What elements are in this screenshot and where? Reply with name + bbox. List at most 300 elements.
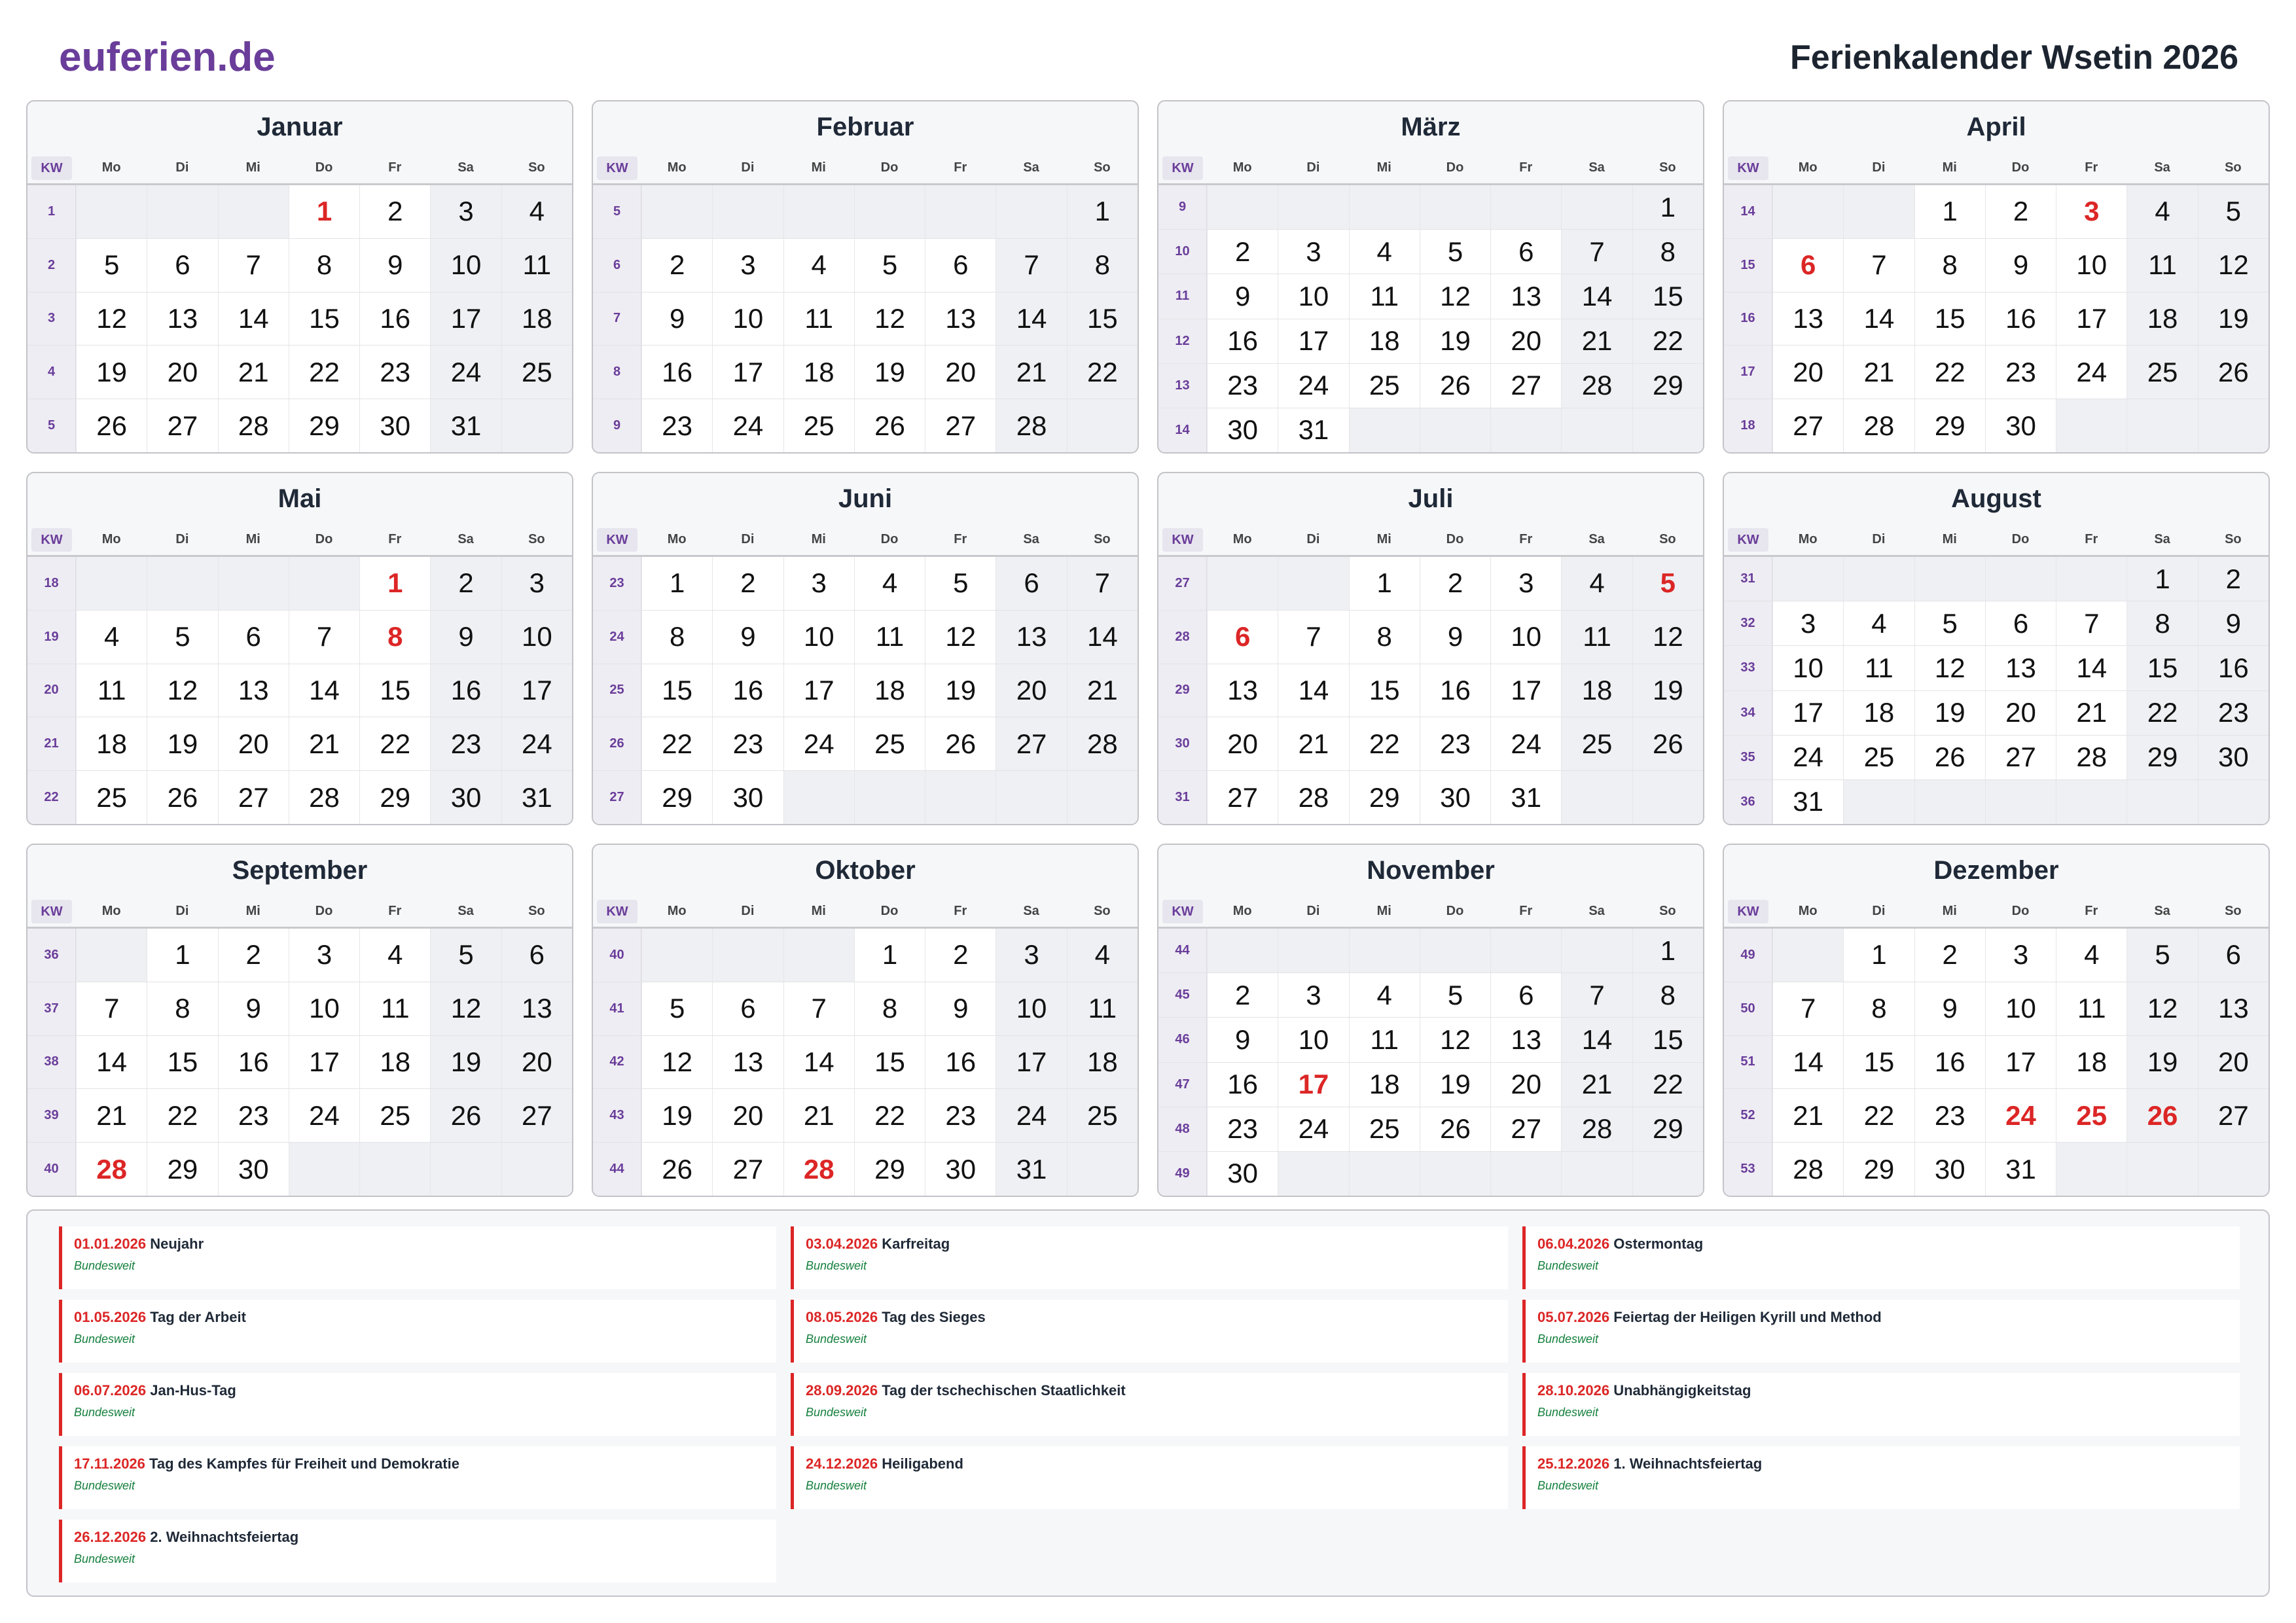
day-cell[interactable]: 3 (1278, 230, 1348, 274)
day-cell[interactable]: 16 (925, 1036, 996, 1089)
day-cell[interactable]: 26 (854, 399, 925, 452)
day-cell[interactable]: 4 (501, 185, 572, 238)
day-cell[interactable]: 25 (501, 346, 572, 399)
day-cell[interactable]: 11 (854, 611, 925, 664)
day-cell[interactable]: 14 (289, 664, 359, 717)
day-cell[interactable]: 2 (1207, 973, 1278, 1017)
day-cell[interactable]: 8 (854, 982, 925, 1035)
day-cell[interactable]: 22 (2126, 691, 2197, 735)
day-cell[interactable]: 24 (712, 399, 783, 452)
day-cell[interactable]: 13 (2198, 982, 2269, 1035)
day-cell[interactable]: 15 (289, 293, 359, 346)
holiday-day-cell[interactable]: 6 (1207, 611, 1278, 664)
day-cell[interactable]: 25 (854, 717, 925, 770)
day-cell[interactable]: 2 (1207, 230, 1278, 274)
day-cell[interactable]: 7 (1843, 239, 1914, 292)
day-cell[interactable]: 9 (1914, 982, 1985, 1035)
day-cell[interactable]: 1 (1349, 557, 1420, 610)
day-cell[interactable]: 8 (641, 611, 712, 664)
day-cell[interactable]: 10 (1985, 982, 2056, 1035)
day-cell[interactable]: 13 (218, 664, 289, 717)
day-cell[interactable]: 7 (1561, 973, 1632, 1017)
day-cell[interactable]: 11 (783, 293, 854, 346)
day-cell[interactable]: 22 (1843, 1089, 1914, 1142)
day-cell[interactable]: 31 (501, 771, 572, 824)
day-cell[interactable]: 11 (501, 239, 572, 292)
day-cell[interactable]: 20 (501, 1036, 572, 1089)
day-cell[interactable]: 9 (712, 611, 783, 664)
day-cell[interactable]: 21 (289, 717, 359, 770)
day-cell[interactable]: 19 (1420, 1063, 1490, 1107)
day-cell[interactable]: 5 (1420, 230, 1490, 274)
day-cell[interactable]: 22 (1067, 346, 1138, 399)
day-cell[interactable]: 26 (2198, 346, 2269, 399)
day-cell[interactable]: 30 (712, 771, 783, 824)
day-cell[interactable]: 1 (1843, 929, 1914, 982)
day-cell[interactable]: 15 (1843, 1036, 1914, 1089)
day-cell[interactable]: 6 (2198, 929, 2269, 982)
day-cell[interactable]: 24 (501, 717, 572, 770)
day-cell[interactable]: 28 (1843, 399, 1914, 452)
day-cell[interactable]: 1 (641, 557, 712, 610)
day-cell[interactable]: 14 (1772, 1036, 1843, 1089)
day-cell[interactable]: 29 (1632, 1107, 1703, 1151)
day-cell[interactable]: 25 (783, 399, 854, 452)
day-cell[interactable]: 16 (359, 293, 430, 346)
day-cell[interactable]: 14 (1561, 1018, 1632, 1061)
day-cell[interactable]: 5 (2126, 929, 2197, 982)
day-cell[interactable]: 9 (925, 982, 996, 1035)
day-cell[interactable]: 3 (1985, 929, 2056, 982)
day-cell[interactable]: 9 (430, 611, 501, 664)
day-cell[interactable]: 21 (783, 1089, 854, 1142)
day-cell[interactable]: 16 (1207, 319, 1278, 363)
day-cell[interactable]: 6 (1490, 230, 1561, 274)
day-cell[interactable]: 8 (147, 982, 217, 1035)
day-cell[interactable]: 19 (1420, 319, 1490, 363)
day-cell[interactable]: 4 (76, 611, 147, 664)
day-cell[interactable]: 27 (1490, 364, 1561, 408)
day-cell[interactable]: 16 (2198, 646, 2269, 690)
day-cell[interactable]: 6 (996, 557, 1066, 610)
day-cell[interactable]: 19 (1632, 664, 1703, 717)
holiday-day-cell[interactable]: 28 (783, 1143, 854, 1196)
day-cell[interactable]: 10 (996, 982, 1066, 1035)
day-cell[interactable]: 17 (996, 1036, 1066, 1089)
day-cell[interactable]: 21 (76, 1089, 147, 1142)
day-cell[interactable]: 1 (1632, 929, 1703, 972)
day-cell[interactable]: 28 (1067, 717, 1138, 770)
day-cell[interactable]: 6 (1985, 601, 2056, 645)
day-cell[interactable]: 9 (1207, 1018, 1278, 1061)
day-cell[interactable]: 23 (430, 717, 501, 770)
day-cell[interactable]: 4 (1843, 601, 1914, 645)
day-cell[interactable]: 15 (359, 664, 430, 717)
day-cell[interactable]: 13 (1490, 274, 1561, 318)
day-cell[interactable]: 26 (641, 1143, 712, 1196)
day-cell[interactable]: 15 (1632, 1018, 1703, 1061)
day-cell[interactable]: 16 (1985, 293, 2056, 346)
day-cell[interactable]: 29 (1914, 399, 1985, 452)
day-cell[interactable]: 28 (289, 771, 359, 824)
day-cell[interactable]: 11 (1349, 1018, 1420, 1061)
day-cell[interactable]: 8 (1914, 239, 1985, 292)
day-cell[interactable]: 22 (1914, 346, 1985, 399)
day-cell[interactable]: 20 (1490, 1063, 1561, 1107)
day-cell[interactable]: 2 (1420, 557, 1490, 610)
day-cell[interactable]: 7 (1067, 557, 1138, 610)
day-cell[interactable]: 10 (289, 982, 359, 1035)
day-cell[interactable]: 19 (2126, 1036, 2197, 1089)
day-cell[interactable]: 17 (2056, 293, 2126, 346)
holiday-day-cell[interactable]: 6 (1772, 239, 1843, 292)
day-cell[interactable]: 19 (2198, 293, 2269, 346)
day-cell[interactable]: 12 (147, 664, 217, 717)
day-cell[interactable]: 17 (1772, 691, 1843, 735)
day-cell[interactable]: 15 (147, 1036, 217, 1089)
day-cell[interactable]: 7 (76, 982, 147, 1035)
day-cell[interactable]: 11 (76, 664, 147, 717)
day-cell[interactable]: 27 (501, 1089, 572, 1142)
day-cell[interactable]: 16 (1207, 1063, 1278, 1107)
day-cell[interactable]: 17 (1278, 319, 1348, 363)
day-cell[interactable]: 12 (1632, 611, 1703, 664)
day-cell[interactable]: 17 (1490, 664, 1561, 717)
day-cell[interactable]: 7 (1772, 982, 1843, 1035)
day-cell[interactable]: 27 (712, 1143, 783, 1196)
day-cell[interactable]: 8 (1843, 982, 1914, 1035)
day-cell[interactable]: 27 (1985, 736, 2056, 779)
day-cell[interactable]: 23 (218, 1089, 289, 1142)
day-cell[interactable]: 5 (2198, 185, 2269, 238)
day-cell[interactable]: 10 (712, 293, 783, 346)
day-cell[interactable]: 21 (2056, 691, 2126, 735)
day-cell[interactable]: 5 (925, 557, 996, 610)
day-cell[interactable]: 10 (1490, 611, 1561, 664)
day-cell[interactable]: 19 (147, 717, 217, 770)
day-cell[interactable]: 19 (76, 346, 147, 399)
day-cell[interactable]: 14 (996, 293, 1066, 346)
day-cell[interactable]: 17 (1985, 1036, 2056, 1089)
day-cell[interactable]: 27 (1772, 399, 1843, 452)
day-cell[interactable]: 12 (854, 293, 925, 346)
day-cell[interactable]: 19 (1914, 691, 1985, 735)
day-cell[interactable]: 24 (1772, 736, 1843, 779)
day-cell[interactable]: 10 (430, 239, 501, 292)
day-cell[interactable]: 30 (1985, 399, 2056, 452)
day-cell[interactable]: 15 (1914, 293, 1985, 346)
day-cell[interactable]: 30 (1207, 408, 1278, 452)
day-cell[interactable]: 2 (218, 929, 289, 982)
day-cell[interactable]: 10 (1278, 1018, 1348, 1061)
day-cell[interactable]: 28 (1772, 1143, 1843, 1196)
day-cell[interactable]: 29 (854, 1143, 925, 1196)
day-cell[interactable]: 22 (641, 717, 712, 770)
day-cell[interactable]: 15 (641, 664, 712, 717)
day-cell[interactable]: 20 (1772, 346, 1843, 399)
day-cell[interactable]: 30 (1420, 771, 1490, 824)
day-cell[interactable]: 29 (147, 1143, 217, 1196)
day-cell[interactable]: 3 (1490, 557, 1561, 610)
day-cell[interactable]: 13 (147, 293, 217, 346)
day-cell[interactable]: 31 (1278, 408, 1348, 452)
day-cell[interactable]: 26 (147, 771, 217, 824)
day-cell[interactable]: 16 (430, 664, 501, 717)
day-cell[interactable]: 5 (147, 611, 217, 664)
day-cell[interactable]: 14 (1843, 293, 1914, 346)
day-cell[interactable]: 26 (1914, 736, 1985, 779)
day-cell[interactable]: 3 (996, 929, 1066, 982)
day-cell[interactable]: 15 (854, 1036, 925, 1089)
day-cell[interactable]: 17 (430, 293, 501, 346)
day-cell[interactable]: 18 (1843, 691, 1914, 735)
day-cell[interactable]: 3 (501, 557, 572, 610)
day-cell[interactable]: 8 (1349, 611, 1420, 664)
day-cell[interactable]: 9 (218, 982, 289, 1035)
day-cell[interactable]: 7 (289, 611, 359, 664)
day-cell[interactable]: 6 (218, 611, 289, 664)
day-cell[interactable]: 15 (1632, 274, 1703, 318)
day-cell[interactable]: 5 (1420, 973, 1490, 1017)
day-cell[interactable]: 12 (641, 1036, 712, 1089)
day-cell[interactable]: 14 (783, 1036, 854, 1089)
day-cell[interactable]: 23 (925, 1089, 996, 1142)
day-cell[interactable]: 2 (1914, 929, 1985, 982)
day-cell[interactable]: 12 (2198, 239, 2269, 292)
day-cell[interactable]: 27 (996, 717, 1066, 770)
day-cell[interactable]: 26 (430, 1089, 501, 1142)
day-cell[interactable]: 11 (2056, 982, 2126, 1035)
day-cell[interactable]: 1 (147, 929, 217, 982)
holiday-day-cell[interactable]: 5 (1632, 557, 1703, 610)
day-cell[interactable]: 16 (712, 664, 783, 717)
day-cell[interactable]: 18 (783, 346, 854, 399)
day-cell[interactable]: 14 (1278, 664, 1348, 717)
day-cell[interactable]: 1 (1067, 185, 1138, 238)
day-cell[interactable]: 24 (430, 346, 501, 399)
holiday-day-cell[interactable]: 24 (1985, 1089, 2056, 1142)
day-cell[interactable]: 18 (2056, 1036, 2126, 1089)
day-cell[interactable]: 7 (218, 239, 289, 292)
day-cell[interactable]: 20 (218, 717, 289, 770)
day-cell[interactable]: 21 (1772, 1089, 1843, 1142)
day-cell[interactable]: 21 (1561, 319, 1632, 363)
day-cell[interactable]: 4 (854, 557, 925, 610)
day-cell[interactable]: 7 (996, 239, 1066, 292)
day-cell[interactable]: 24 (1490, 717, 1561, 770)
day-cell[interactable]: 18 (76, 717, 147, 770)
day-cell[interactable]: 18 (1349, 319, 1420, 363)
day-cell[interactable]: 22 (1349, 717, 1420, 770)
day-cell[interactable]: 16 (218, 1036, 289, 1089)
day-cell[interactable]: 4 (359, 929, 430, 982)
day-cell[interactable]: 9 (1207, 274, 1278, 318)
day-cell[interactable]: 30 (925, 1143, 996, 1196)
day-cell[interactable]: 20 (996, 664, 1066, 717)
day-cell[interactable]: 21 (1561, 1063, 1632, 1107)
day-cell[interactable]: 20 (2198, 1036, 2269, 1089)
day-cell[interactable]: 1 (2126, 557, 2197, 601)
day-cell[interactable]: 28 (996, 399, 1066, 452)
day-cell[interactable]: 1 (854, 929, 925, 982)
day-cell[interactable]: 17 (712, 346, 783, 399)
day-cell[interactable]: 12 (925, 611, 996, 664)
day-cell[interactable]: 26 (1420, 364, 1490, 408)
day-cell[interactable]: 21 (1278, 717, 1348, 770)
day-cell[interactable]: 24 (783, 717, 854, 770)
day-cell[interactable]: 2 (925, 929, 996, 982)
day-cell[interactable]: 5 (641, 982, 712, 1035)
day-cell[interactable]: 4 (1561, 557, 1632, 610)
day-cell[interactable]: 22 (1632, 1063, 1703, 1107)
day-cell[interactable]: 25 (1843, 736, 1914, 779)
day-cell[interactable]: 30 (1207, 1152, 1278, 1196)
day-cell[interactable]: 15 (1067, 293, 1138, 346)
day-cell[interactable]: 10 (1278, 274, 1348, 318)
day-cell[interactable]: 29 (1632, 364, 1703, 408)
day-cell[interactable]: 15 (1349, 664, 1420, 717)
day-cell[interactable]: 10 (501, 611, 572, 664)
day-cell[interactable]: 11 (1561, 611, 1632, 664)
day-cell[interactable]: 23 (1207, 364, 1278, 408)
day-cell[interactable]: 2 (430, 557, 501, 610)
day-cell[interactable]: 8 (1632, 973, 1703, 1017)
day-cell[interactable]: 25 (76, 771, 147, 824)
day-cell[interactable]: 27 (2198, 1089, 2269, 1142)
day-cell[interactable]: 25 (1349, 1107, 1420, 1151)
day-cell[interactable]: 2 (359, 185, 430, 238)
day-cell[interactable]: 28 (1561, 1107, 1632, 1151)
day-cell[interactable]: 29 (1349, 771, 1420, 824)
day-cell[interactable]: 31 (1985, 1143, 2056, 1196)
day-cell[interactable]: 14 (1561, 274, 1632, 318)
day-cell[interactable]: 20 (1207, 717, 1278, 770)
holiday-day-cell[interactable]: 3 (2056, 185, 2126, 238)
day-cell[interactable]: 4 (2056, 929, 2126, 982)
day-cell[interactable]: 23 (359, 346, 430, 399)
day-cell[interactable]: 24 (996, 1089, 1066, 1142)
day-cell[interactable]: 7 (783, 982, 854, 1035)
day-cell[interactable]: 25 (2126, 346, 2197, 399)
day-cell[interactable]: 3 (289, 929, 359, 982)
day-cell[interactable]: 14 (76, 1036, 147, 1089)
day-cell[interactable]: 4 (1349, 230, 1420, 274)
day-cell[interactable]: 21 (218, 346, 289, 399)
day-cell[interactable]: 28 (218, 399, 289, 452)
day-cell[interactable]: 12 (1914, 646, 1985, 690)
day-cell[interactable]: 25 (1067, 1089, 1138, 1142)
day-cell[interactable]: 11 (2126, 239, 2197, 292)
day-cell[interactable]: 23 (2198, 691, 2269, 735)
day-cell[interactable]: 7 (1278, 611, 1348, 664)
day-cell[interactable]: 13 (712, 1036, 783, 1089)
holiday-day-cell[interactable]: 1 (359, 557, 430, 610)
day-cell[interactable]: 29 (359, 771, 430, 824)
day-cell[interactable]: 23 (712, 717, 783, 770)
day-cell[interactable]: 3 (1278, 973, 1348, 1017)
day-cell[interactable]: 27 (218, 771, 289, 824)
day-cell[interactable]: 11 (1843, 646, 1914, 690)
day-cell[interactable]: 9 (1985, 239, 2056, 292)
day-cell[interactable]: 1 (1632, 185, 1703, 229)
day-cell[interactable]: 13 (1985, 646, 2056, 690)
day-cell[interactable]: 7 (2056, 601, 2126, 645)
day-cell[interactable]: 26 (76, 399, 147, 452)
holiday-day-cell[interactable]: 28 (76, 1143, 147, 1196)
day-cell[interactable]: 22 (1632, 319, 1703, 363)
day-cell[interactable]: 20 (147, 346, 217, 399)
day-cell[interactable]: 9 (2198, 601, 2269, 645)
day-cell[interactable]: 22 (289, 346, 359, 399)
day-cell[interactable]: 2 (1985, 185, 2056, 238)
day-cell[interactable]: 4 (783, 239, 854, 292)
day-cell[interactable]: 9 (641, 293, 712, 346)
day-cell[interactable]: 28 (1561, 364, 1632, 408)
day-cell[interactable]: 24 (289, 1089, 359, 1142)
day-cell[interactable]: 15 (2126, 646, 2197, 690)
day-cell[interactable]: 12 (1420, 1018, 1490, 1061)
day-cell[interactable]: 23 (1914, 1089, 1985, 1142)
day-cell[interactable]: 23 (1420, 717, 1490, 770)
holiday-day-cell[interactable]: 25 (2056, 1089, 2126, 1142)
day-cell[interactable]: 31 (996, 1143, 1066, 1196)
day-cell[interactable]: 27 (147, 399, 217, 452)
day-cell[interactable]: 8 (2126, 601, 2197, 645)
day-cell[interactable]: 3 (783, 557, 854, 610)
day-cell[interactable]: 26 (925, 717, 996, 770)
day-cell[interactable]: 11 (1349, 274, 1420, 318)
day-cell[interactable]: 26 (1420, 1107, 1490, 1151)
day-cell[interactable]: 31 (1490, 771, 1561, 824)
day-cell[interactable]: 7 (1561, 230, 1632, 274)
day-cell[interactable]: 27 (925, 399, 996, 452)
day-cell[interactable]: 4 (2126, 185, 2197, 238)
day-cell[interactable]: 25 (359, 1089, 430, 1142)
day-cell[interactable]: 3 (430, 185, 501, 238)
day-cell[interactable]: 10 (2056, 239, 2126, 292)
day-cell[interactable]: 18 (2126, 293, 2197, 346)
day-cell[interactable]: 11 (359, 982, 430, 1035)
day-cell[interactable]: 18 (1349, 1063, 1420, 1107)
day-cell[interactable]: 30 (359, 399, 430, 452)
day-cell[interactable]: 12 (1420, 274, 1490, 318)
day-cell[interactable]: 4 (1067, 929, 1138, 982)
day-cell[interactable]: 6 (147, 239, 217, 292)
day-cell[interactable]: 1 (1914, 185, 1985, 238)
day-cell[interactable]: 18 (501, 293, 572, 346)
day-cell[interactable]: 17 (501, 664, 572, 717)
holiday-day-cell[interactable]: 1 (289, 185, 359, 238)
day-cell[interactable]: 8 (1632, 230, 1703, 274)
day-cell[interactable]: 24 (2056, 346, 2126, 399)
day-cell[interactable]: 13 (1490, 1018, 1561, 1061)
day-cell[interactable]: 6 (712, 982, 783, 1035)
day-cell[interactable]: 30 (430, 771, 501, 824)
day-cell[interactable]: 25 (1349, 364, 1420, 408)
day-cell[interactable]: 17 (289, 1036, 359, 1089)
day-cell[interactable]: 12 (76, 293, 147, 346)
day-cell[interactable]: 25 (1561, 717, 1632, 770)
day-cell[interactable]: 27 (1490, 1107, 1561, 1151)
day-cell[interactable]: 13 (925, 293, 996, 346)
day-cell[interactable]: 9 (359, 239, 430, 292)
day-cell[interactable]: 12 (2126, 982, 2197, 1035)
day-cell[interactable]: 14 (218, 293, 289, 346)
day-cell[interactable]: 29 (641, 771, 712, 824)
day-cell[interactable]: 6 (1490, 973, 1561, 1017)
holiday-day-cell[interactable]: 26 (2126, 1089, 2197, 1142)
day-cell[interactable]: 20 (1985, 691, 2056, 735)
